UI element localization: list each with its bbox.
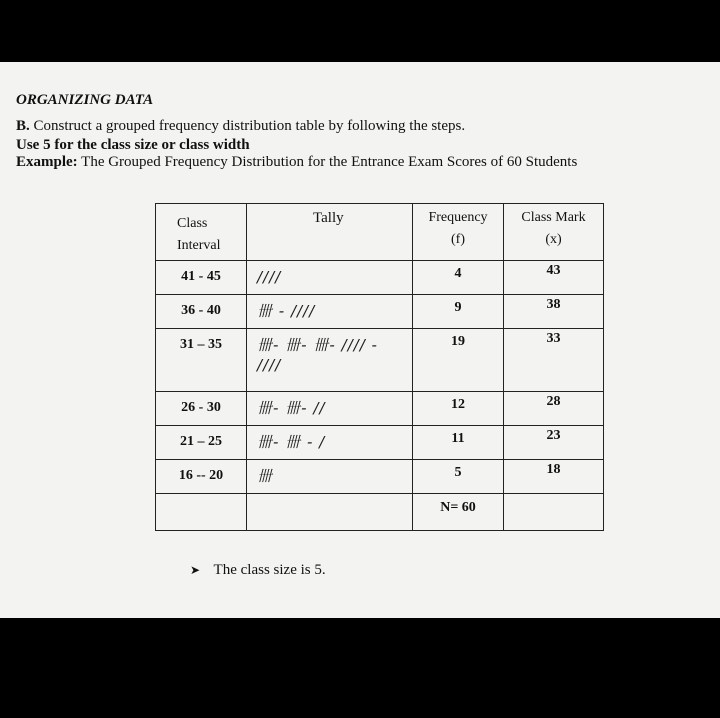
frequency-table (155, 203, 604, 531)
tally-cell: 卌 (257, 467, 274, 485)
header-tally-label: Tally (313, 210, 344, 226)
instruction-label: B. (16, 118, 30, 134)
tally-cell: //// (257, 268, 282, 286)
tally-cell: 卌- 卌 - / (257, 433, 326, 451)
example-label: Example: (16, 154, 78, 170)
table-row (156, 329, 604, 392)
tally-cell: 卌 - //// (257, 302, 316, 320)
example-text: The Grouped Frequency Distribution for the Entrance Exam Scores of 60 Students (81, 154, 578, 170)
class-interval-cell: 41 - 45 (181, 269, 221, 284)
class-mark-cell: 18 (546, 462, 561, 477)
header-tally (247, 204, 413, 261)
frequency-cell: 5 (454, 465, 462, 480)
tally-cell: 卌- 卌- // (257, 399, 326, 417)
class-mark-cell: 33 (546, 331, 561, 346)
class-mark-cell: 28 (546, 394, 561, 409)
note-text: The class size is 5. (213, 562, 326, 578)
table-row (156, 460, 604, 494)
section-title: ORGANIZING DATA (16, 92, 154, 108)
arrow-bullet-icon: ➤ (190, 563, 201, 577)
class-mark-cell: 43 (546, 263, 561, 278)
header-class-interval (156, 204, 247, 261)
table-row (156, 392, 604, 426)
table-row (156, 295, 604, 329)
instruction-text: Construct a grouped frequency distribution table by following the steps. (33, 118, 466, 134)
class-interval-cell: 31 – 35 (180, 337, 222, 352)
frequency-cell: 11 (451, 431, 465, 446)
frequency-cell: 9 (454, 300, 462, 315)
header-class-interval-line1: Class (177, 216, 208, 231)
instruction-line (16, 118, 465, 135)
total-frequency-cell: N= 60 (440, 500, 476, 515)
frequency-cell: 19 (451, 334, 465, 349)
example-line (16, 154, 577, 171)
table-total-row (156, 494, 604, 531)
table-header-row (156, 204, 604, 261)
empty-cell (247, 494, 413, 531)
table-row (156, 261, 604, 295)
empty-cell (156, 494, 247, 531)
class-width-line: Use 5 for the class size or class width (16, 137, 250, 153)
class-mark-cell: 23 (546, 428, 561, 443)
table-row (156, 426, 604, 460)
class-interval-cell: 26 - 30 (181, 400, 221, 415)
class-mark-cell: 38 (546, 297, 561, 312)
header-frequency (413, 204, 504, 261)
header-frequency-line2: (f) (451, 232, 465, 247)
frequency-cell: 4 (454, 266, 462, 281)
empty-cell (504, 494, 604, 531)
header-frequency-line1: Frequency (428, 210, 488, 225)
note-line (190, 562, 326, 579)
document-page (0, 62, 720, 618)
class-interval-cell: 21 – 25 (180, 434, 222, 449)
header-class-mark-line1: Class Mark (521, 210, 586, 225)
header-class-mark (504, 204, 604, 261)
header-class-interval-line2: Interval (177, 238, 221, 253)
class-interval-cell: 36 - 40 (181, 303, 221, 318)
tally-cell: 卌- 卌- 卌- //// - //// (257, 336, 378, 374)
header-class-mark-line2: (x) (545, 232, 562, 247)
class-interval-cell: 16 -- 20 (178, 468, 224, 483)
frequency-cell: 12 (451, 397, 465, 412)
